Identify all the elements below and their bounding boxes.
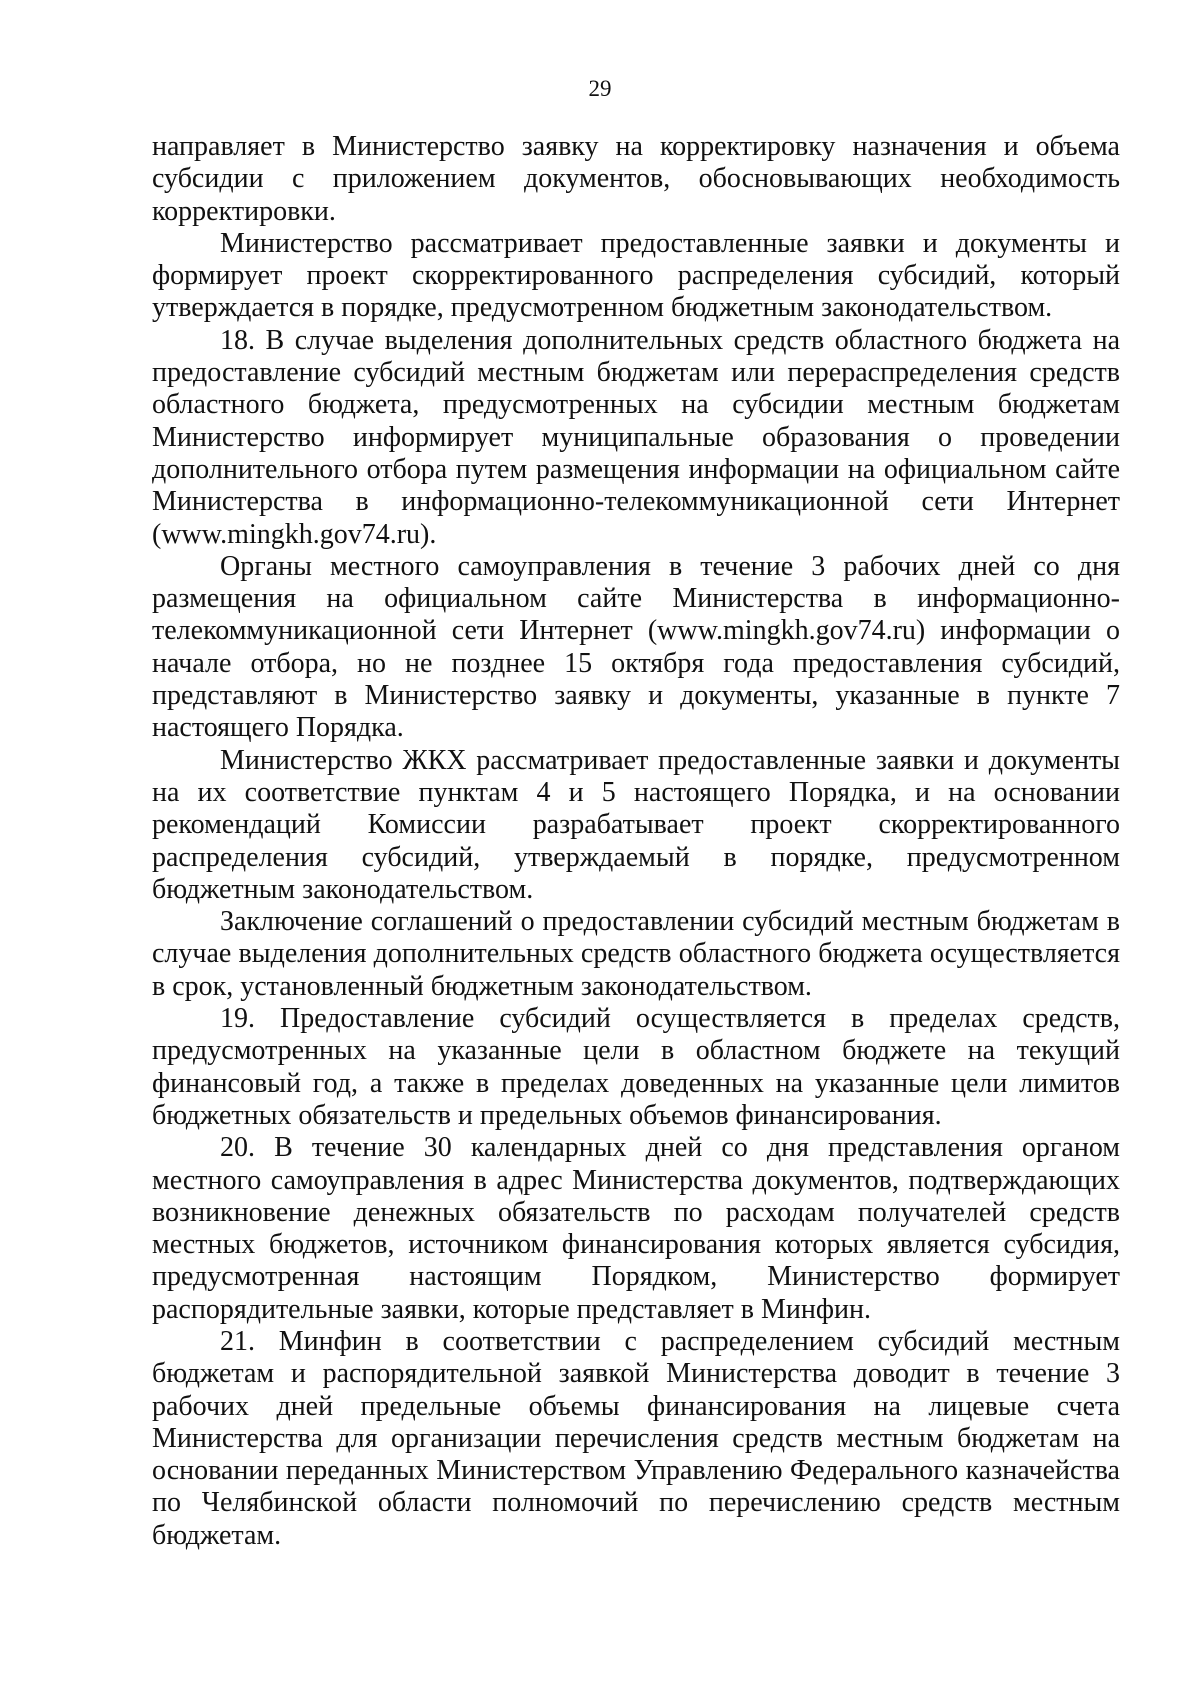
paragraph-item-20: 20. В течение 30 календарных дней со дня представления органом местного самоуправления в адрес Министерства документов, подтверждающих возникновение денежных обязательств по расходам получателей средств местных бюджетов, источником финансирования которых является субсидия, предусмотренная настоящим Порядком, Министерство формирует распорядительные заявки, которые представляет в Минфин.: [152, 1132, 1120, 1325]
page-number: 29: [588, 76, 612, 101]
paragraph: Министерство рассматривает предоставленные заявки и документы и формирует проект скорректированного распределения субсидий, который утверждается в порядке, предусмотренном бюджетным законодательством.: [152, 227, 1120, 324]
paragraph-item-21: 21. Минфин в соответствии с распределением субсидий местным бюджетам и распорядительной заявкой Министерства доводит в течение 3 рабочих дней предельные объемы финансирования на лицевые счета Министерства для организации перечисления средств местным бюджетам на основании переданных Министерством Управлению Федерального казначейства по Челябинской области полномочий по перечислению средств местным бюджетам.: [152, 1325, 1120, 1551]
paragraph-item-18: 18. В случае выделения дополнительных средств областного бюджета на предоставление субсидий местным бюджетам или перераспределения средств областного бюджета, предусмотренных на субсидии местным бюджетам Министерство информирует муниципальные образования о проведении дополнительного отбора путем размещения информации на официальном сайте Министерства в информационно-телекоммуникационной сети Интернет (www.mingkh.gov74.ru).: [152, 324, 1120, 550]
paragraph: Министерство ЖКХ рассматривает предоставленные заявки и документы на их соответствие пунктам 4 и 5 настоящего Порядка, и на основании рекомендаций Комиссии разрабатывает проект скорректированного распределения субсидий, утверждаемый в порядке, предусмотренном бюджетным законодательством.: [152, 744, 1120, 905]
paragraph: Органы местного самоуправления в течение 3 рабочих дней со дня размещения на официальном сайте Министерства в информационно-телекоммуникационной сети Интернет (www.mingkh.gov74.ru) информации о начале отбора, но не позднее 15 октября года предоставления субсидий, представляют в Министерство заявку и документы, указанные в пункте 7 настоящего Порядка.: [152, 550, 1120, 744]
document-body: [152, 131, 1120, 1552]
paragraph: Заключение соглашений о предоставлении субсидий местным бюджетам в случае выделения дополнительных средств областного бюджета осуществляется в срок, установленный бюджетным законодательством.: [152, 906, 1120, 1002]
paragraph: направляет в Министерство заявку на корректировку назначения и объема субсидии с приложением документов, обосновывающих необходимость корректировки.: [152, 131, 1120, 227]
paragraph-item-19: 19. Предоставление субсидий осуществляется в пределах средств, предусмотренных на указанные цели в областном бюджете на текущий финансовый год, а также в пределах доведенных на указанные цели лимитов бюджетных обязательств и предельных объемов финансирования.: [152, 1003, 1120, 1131]
